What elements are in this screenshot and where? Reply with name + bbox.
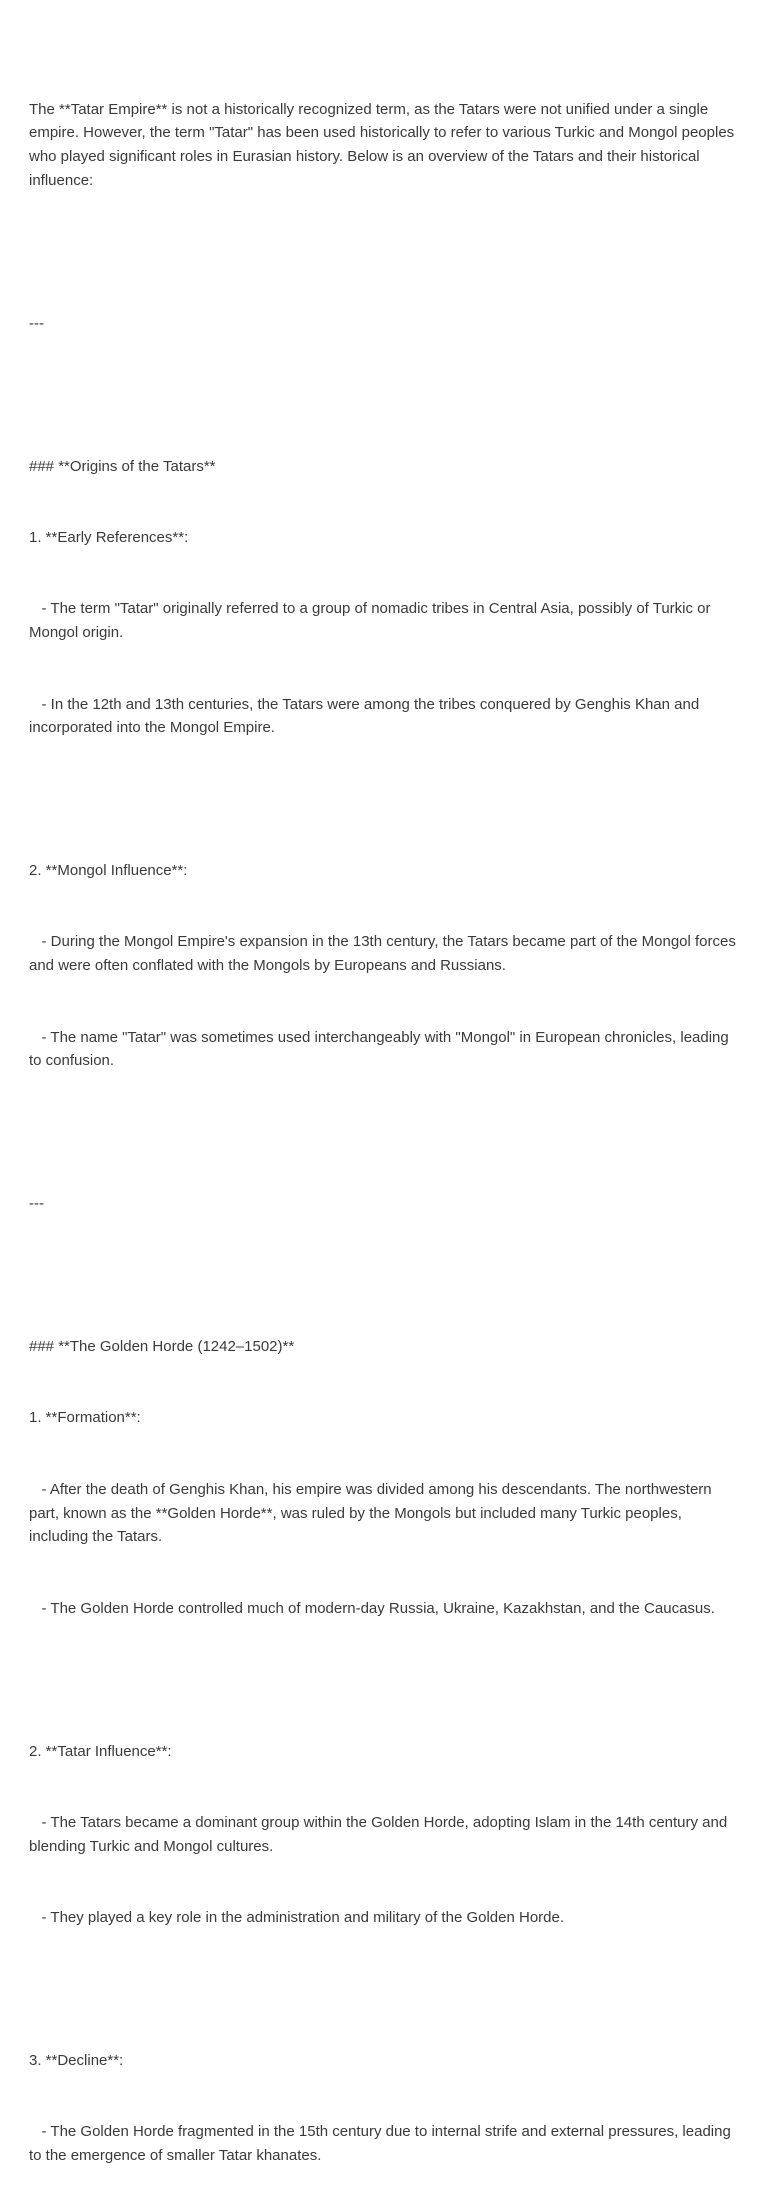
list-item-title: 2. **Tatar Influence**: <box>29 1742 172 1760</box>
blank-line <box>29 788 745 812</box>
list-bullet: - They played a key role in the administration and military of the Golden Horde. <box>29 1909 565 1927</box>
separator: --- <box>29 1195 44 1213</box>
blank-line <box>29 1264 745 1288</box>
blank-line <box>29 1668 745 1692</box>
section-heading-golden-horde: ### **The Golden Horde (1242–1502)** <box>29 1338 295 1356</box>
blank-line <box>29 383 745 407</box>
intro-paragraph: The **Tatar Empire** is not a historically recognized term, as the Tatars were not unified under a single empire. However, the term "Tatar" has been used historically to refer to various Turkic and Mongol peoples who played significant roles in Eurasian history. Below is an overview of the Tatars and their historical influence: <box>29 100 739 189</box>
blank-line <box>29 1978 745 2002</box>
list-item-title: 1. **Early References**: <box>29 528 189 546</box>
list-bullet: - The term "Tatar" originally referred to a group of nomadic tribes in Central Asia, possibly of Turkic or Mongol origin. <box>29 600 715 642</box>
list-bullet: - After the death of Genghis Khan, his empire was divided among his descendants. The northwestern part, known as the **Golden Horde**, was ruled by the Mongols but included many Turkic peoples, including the Tatars. <box>29 1480 716 1546</box>
blank-line <box>29 240 745 264</box>
section-heading-origins: ### **Origins of the Tatars** <box>29 457 216 475</box>
document-body <box>29 50 745 2192</box>
separator: --- <box>29 314 44 332</box>
list-bullet: - The Golden Horde controlled much of modern-day Russia, Ukraine, Kazakhstan, and the Caucasus. <box>29 1599 715 1617</box>
list-bullet: - The Golden Horde fragmented in the 15th century due to internal strife and external pressures, leading to the emergence of smaller Tatar khanates. <box>29 2123 735 2165</box>
list-item-title: 3. **Decline**: <box>29 2051 124 2069</box>
list-bullet: - The name "Tatar" was sometimes used interchangeably with "Mongol" in European chronicles, leading to confusion. <box>29 1028 733 1070</box>
list-bullet: - During the Mongol Empire's expansion in the 13th century, the Tatars became part of the Mongol forces and were often conflated with the Mongols by Europeans and Russians. <box>29 933 741 975</box>
list-bullet: - The Tatars became a dominant group within the Golden Horde, adopting Islam in the 14th century and blending Turkic and Mongol cultures. <box>29 1813 732 1855</box>
list-item-title: 2. **Mongol Influence**: <box>29 862 188 880</box>
list-bullet: - In the 12th and 13th centuries, the Tatars were among the tribes conquered by Genghis Khan and incorporated into the Mongol Empire. <box>29 695 704 737</box>
list-item-title: 1. **Formation**: <box>29 1409 141 1427</box>
blank-line <box>29 1121 745 1145</box>
